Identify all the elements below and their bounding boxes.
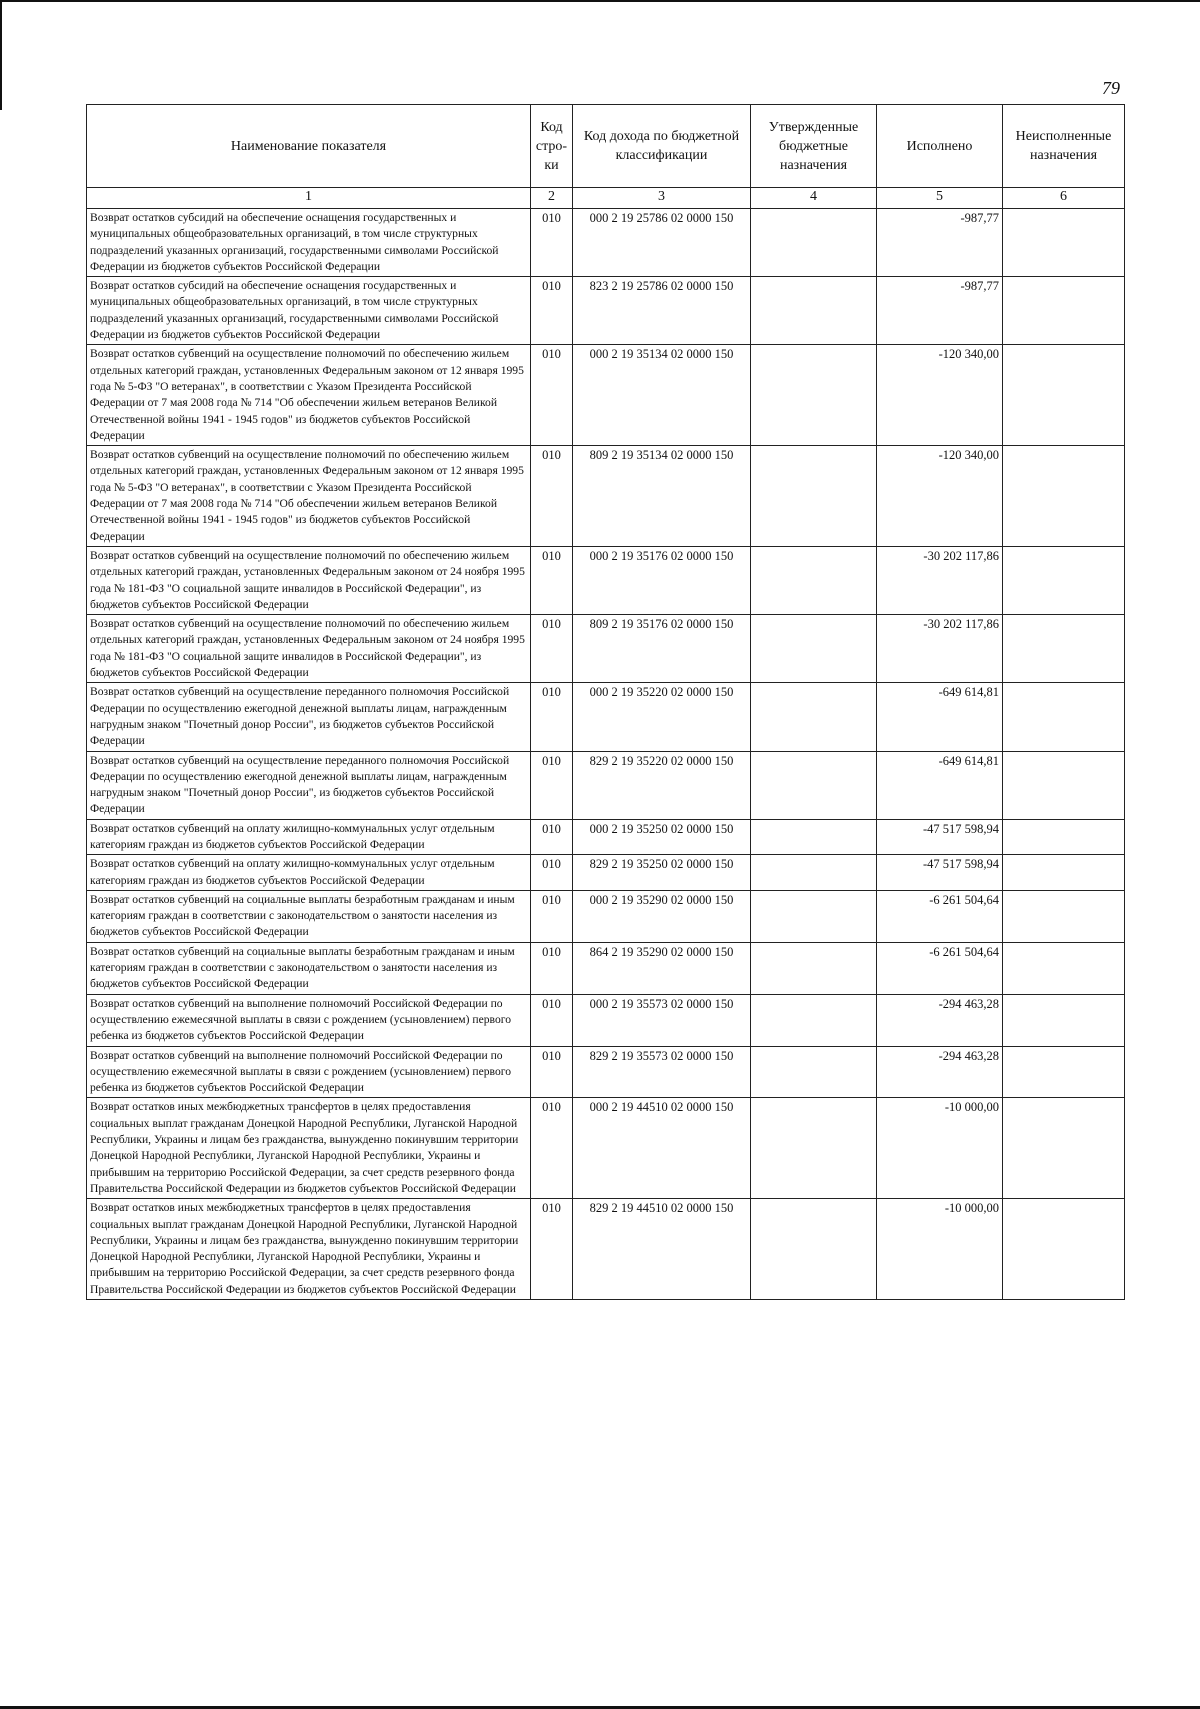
row-income-code: 829 2 19 44510 02 0000 150 [573, 1199, 751, 1300]
column-number: 4 [751, 188, 877, 209]
row-income-code: 829 2 19 35573 02 0000 150 [573, 1046, 751, 1098]
row-approved [751, 1199, 877, 1300]
table-row [87, 751, 1125, 819]
row-line-code: 010 [531, 683, 573, 751]
row-executed: -6 261 504,64 [877, 942, 1003, 994]
row-executed: -294 463,28 [877, 1046, 1003, 1098]
row-unexecuted [1003, 890, 1125, 942]
table-row [87, 345, 1125, 446]
header-line-code: Код стро-ки [531, 105, 573, 188]
row-name-cell: Возврат остатков субвенций на оплату жилищно-коммунальных услуг отдельным категориям граждан из бюджетов субъектов Российской Федерации [87, 819, 531, 855]
row-approved [751, 209, 877, 277]
row-line-code: 010 [531, 345, 573, 446]
row-executed: -6 261 504,64 [877, 890, 1003, 942]
row-line-code: 010 [531, 546, 573, 614]
row-line-code: 010 [531, 819, 573, 855]
column-number: 6 [1003, 188, 1125, 209]
row-line-code: 010 [531, 855, 573, 891]
row-approved [751, 546, 877, 614]
table-row [87, 994, 1125, 1046]
row-unexecuted [1003, 277, 1125, 345]
row-name-cell: Возврат остатков субвенций на осуществление полномочий по обеспечению жильем отдельных категорий граждан, установленных Федеральным законом от 24 ноября 1995 года № 181-ФЗ "О социальной защите инвалидов в Российской Федерации", из бюджетов субъектов Российской Федерации [87, 615, 531, 683]
row-income-code: 000 2 19 35573 02 0000 150 [573, 994, 751, 1046]
row-executed: -987,77 [877, 277, 1003, 345]
column-number-row [87, 188, 1125, 209]
row-unexecuted [1003, 855, 1125, 891]
row-executed: -120 340,00 [877, 345, 1003, 446]
row-unexecuted [1003, 994, 1125, 1046]
row-approved [751, 683, 877, 751]
row-approved [751, 345, 877, 446]
row-income-code: 000 2 19 35176 02 0000 150 [573, 546, 751, 614]
row-line-code: 010 [531, 942, 573, 994]
row-approved [751, 1046, 877, 1098]
header-name: Наименование показателя [87, 105, 531, 188]
row-executed: -47 517 598,94 [877, 855, 1003, 891]
row-unexecuted [1003, 1098, 1125, 1199]
row-unexecuted [1003, 819, 1125, 855]
row-unexecuted [1003, 446, 1125, 547]
row-executed: -649 614,81 [877, 751, 1003, 819]
row-income-code: 000 2 19 35290 02 0000 150 [573, 890, 751, 942]
header-income-code: Код дохода по бюджетной классификации [573, 105, 751, 188]
row-income-code: 000 2 19 35134 02 0000 150 [573, 345, 751, 446]
row-name-cell: Возврат остатков субсидий на обеспечение оснащения государственных и муниципальных общеобразовательных организаций, в том числе структурных подразделений указанных организаций, государственными символами Российской Федерации из бюджетов субъектов Российской Федерации [87, 209, 531, 277]
row-line-code: 010 [531, 446, 573, 547]
column-number: 1 [87, 188, 531, 209]
row-name-cell: Возврат остатков субсидий на обеспечение оснащения государственных и муниципальных общеобразовательных организаций, в том числе структурных подразделений указанных организаций, государственными символами Российской Федерации из бюджетов субъектов Российской Федерации [87, 277, 531, 345]
table-row [87, 446, 1125, 547]
row-name-cell: Возврат остатков субвенций на социальные выплаты безработным гражданам и иным категориям граждан в соответствии с законодательством о занятости населения из бюджетов субъектов Российской Федерации [87, 890, 531, 942]
row-unexecuted [1003, 615, 1125, 683]
row-line-code: 010 [531, 751, 573, 819]
row-approved [751, 890, 877, 942]
header-unexecuted: Неисполненные назначения [1003, 105, 1125, 188]
row-approved [751, 942, 877, 994]
table-row [87, 942, 1125, 994]
row-line-code: 010 [531, 1199, 573, 1300]
table-row [87, 855, 1125, 891]
row-executed: -294 463,28 [877, 994, 1003, 1046]
row-line-code: 010 [531, 209, 573, 277]
header-row [87, 105, 1125, 188]
row-approved [751, 1098, 877, 1199]
row-unexecuted [1003, 1046, 1125, 1098]
header-approved: Утвержденные бюджетные назначения [751, 105, 877, 188]
row-unexecuted [1003, 683, 1125, 751]
row-approved [751, 994, 877, 1046]
row-income-code: 829 2 19 35220 02 0000 150 [573, 751, 751, 819]
row-executed: -987,77 [877, 209, 1003, 277]
row-income-code: 823 2 19 25786 02 0000 150 [573, 277, 751, 345]
row-executed: -30 202 117,86 [877, 615, 1003, 683]
row-line-code: 010 [531, 994, 573, 1046]
row-name-cell: Возврат остатков субвенций на выполнение полномочий Российской Федерации по осуществлению ежемесячной выплаты в связи с рождением (усыновлением) первого ребенка из бюджетов субъектов Российской Федерации [87, 994, 531, 1046]
row-line-code: 010 [531, 1046, 573, 1098]
table-row [87, 1199, 1125, 1300]
table-row [87, 546, 1125, 614]
table-row [87, 209, 1125, 277]
row-executed: -649 614,81 [877, 683, 1003, 751]
row-line-code: 010 [531, 1098, 573, 1199]
scan-border-left [0, 0, 2, 110]
row-name-cell: Возврат остатков субвенций на осуществление переданного полномочия Российской Федерации по осуществлению ежегодной денежной выплаты лицам, награжденным нагрудным знаком "Почетный донор России", из бюджетов субъектов Российской Федерации [87, 683, 531, 751]
row-income-code: 809 2 19 35134 02 0000 150 [573, 446, 751, 547]
row-name-cell: Возврат остатков субвенций на осуществление полномочий по обеспечению жильем отдельных категорий граждан, установленных Федеральным законом от 24 ноября 1995 года № 181-ФЗ "О социальной защите инвалидов в Российской Федерации", из бюджетов субъектов Российской Федерации [87, 546, 531, 614]
report-table-body [87, 209, 1125, 1300]
table-row [87, 1046, 1125, 1098]
row-unexecuted [1003, 209, 1125, 277]
row-approved [751, 751, 877, 819]
row-income-code: 864 2 19 35290 02 0000 150 [573, 942, 751, 994]
row-unexecuted [1003, 1199, 1125, 1300]
row-executed: -47 517 598,94 [877, 819, 1003, 855]
row-name-cell: Возврат остатков иных межбюджетных трансфертов в целях предоставления социальных выплат гражданам Донецкой Народной Республики, Луганской Народной Республики, Украины и лицам без гражданства, вынужденно покинувшим территории Донецкой Народной Республики, Луганской Народной Республики, Украины и прибывшим на территорию Российской Федерации, за счет средств резервного фонда Правительства Российской Федерации из бюджетов субъектов Российской Федерации [87, 1098, 531, 1199]
row-name-cell: Возврат остатков иных межбюджетных трансфертов в целях предоставления социальных выплат гражданам Донецкой Народной Республики, Луганской Народной Республики, Украины и лицам без гражданства, вынужденно покинувшим территории Донецкой Народной Республики, Луганской Народной Республики, Украины и прибывшим на территорию Российской Федерации, за счет средств резервного фонда Правительства Российской Федерации из бюджетов субъектов Российской Федерации [87, 1199, 531, 1300]
row-income-code: 000 2 19 44510 02 0000 150 [573, 1098, 751, 1199]
table-row [87, 1098, 1125, 1199]
row-approved [751, 277, 877, 345]
column-number: 3 [573, 188, 751, 209]
row-executed: -10 000,00 [877, 1098, 1003, 1199]
table-row [87, 819, 1125, 855]
row-name-cell: Возврат остатков субвенций на социальные выплаты безработным гражданам и иным категориям граждан в соответствии с законодательством о занятости населения из бюджетов субъектов Российской Федерации [87, 942, 531, 994]
row-approved [751, 446, 877, 547]
row-income-code: 000 2 19 35250 02 0000 150 [573, 819, 751, 855]
scan-border-top [0, 0, 1200, 2]
page-number: 79 [1102, 78, 1120, 98]
row-income-code: 809 2 19 35176 02 0000 150 [573, 615, 751, 683]
row-approved [751, 855, 877, 891]
table-row [87, 615, 1125, 683]
row-executed: -120 340,00 [877, 446, 1003, 547]
row-line-code: 010 [531, 890, 573, 942]
row-name-cell: Возврат остатков субвенций на оплату жилищно-коммунальных услуг отдельным категориям граждан из бюджетов субъектов Российской Федерации [87, 855, 531, 891]
row-approved [751, 819, 877, 855]
table-row [87, 683, 1125, 751]
row-line-code: 010 [531, 615, 573, 683]
header-executed: Исполнено [877, 105, 1003, 188]
row-unexecuted [1003, 751, 1125, 819]
row-approved [751, 615, 877, 683]
column-number: 2 [531, 188, 573, 209]
row-name-cell: Возврат остатков субвенций на выполнение полномочий Российской Федерации по осуществлению ежемесячной выплаты в связи с рождением (усыновлением) первого ребенка из бюджетов субъектов Российской Федерации [87, 1046, 531, 1098]
row-income-code: 000 2 19 35220 02 0000 150 [573, 683, 751, 751]
row-income-code: 829 2 19 35250 02 0000 150 [573, 855, 751, 891]
row-executed: -10 000,00 [877, 1199, 1003, 1300]
table-row [87, 277, 1125, 345]
row-unexecuted [1003, 345, 1125, 446]
row-unexecuted [1003, 942, 1125, 994]
row-unexecuted [1003, 546, 1125, 614]
row-name-cell: Возврат остатков субвенций на осуществление переданного полномочия Российской Федерации по осуществлению ежегодной денежной выплаты лицам, награжденным нагрудным знаком "Почетный донор России", из бюджетов субъектов Российской Федерации [87, 751, 531, 819]
row-income-code: 000 2 19 25786 02 0000 150 [573, 209, 751, 277]
row-name-cell: Возврат остатков субвенций на осуществление полномочий по обеспечению жильем отдельных категорий граждан, установленных Федеральным законом от 12 января 1995 года № 5-ФЗ "О ветеранах", в соответствии с Указом Президента Российской Федерации от 7 мая 2008 года № 714 "Об обеспечении жильем ветеранов Великой Отечественной войны 1941 - 1945 годов" из бюджетов субъектов Российской Федерации [87, 345, 531, 446]
table-row [87, 890, 1125, 942]
row-executed: -30 202 117,86 [877, 546, 1003, 614]
report-table [86, 104, 1125, 1300]
column-number: 5 [877, 188, 1003, 209]
row-name-cell: Возврат остатков субвенций на осуществление полномочий по обеспечению жильем отдельных категорий граждан, установленных Федеральным законом от 12 января 1995 года № 5-ФЗ "О ветеранах", в соответствии с Указом Президента Российской Федерации от 7 мая 2008 года № 714 "Об обеспечении жильем ветеранов Великой Отечественной войны 1941 - 1945 годов" из бюджетов субъектов Российской Федерации [87, 446, 531, 547]
row-line-code: 010 [531, 277, 573, 345]
